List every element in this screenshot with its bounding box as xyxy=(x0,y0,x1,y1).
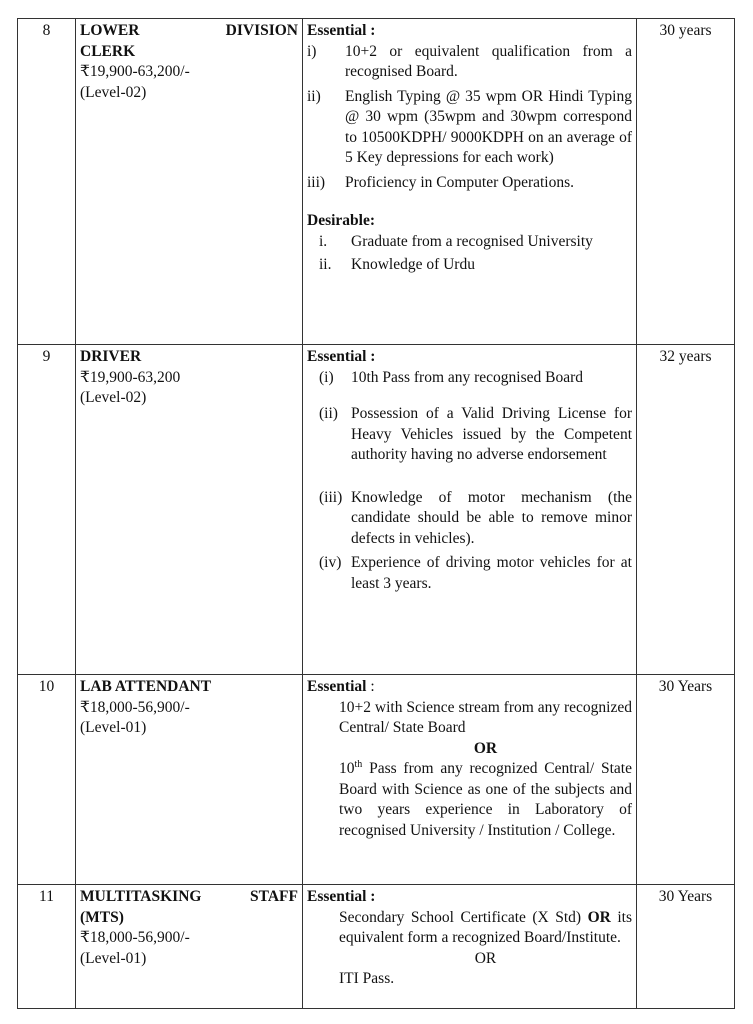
table-row xyxy=(18,885,735,1009)
qualification-text: Secondary School Certificate (X Std) OR its equivalent form a recognized Board/Institute. xyxy=(339,908,632,946)
pay-scale: ₹18,000-56,900/- xyxy=(80,698,190,716)
age-limit: 30 years xyxy=(637,19,735,345)
essential-line: Essential : xyxy=(307,678,375,695)
pay-level: (Level-01) xyxy=(80,949,147,967)
post-name-cont: (MTS) xyxy=(80,908,124,926)
list-item: ii. Knowledge of Urdu xyxy=(319,256,475,273)
pay-level: (Level-02) xyxy=(80,83,147,101)
list-item: (i) 10th Pass from any recognised Board xyxy=(319,368,584,386)
list-item: (iv) Experience of driving motor vehicles for at least 3 years. xyxy=(319,554,632,592)
list-item: ii) English Typing @ 35 wpm OR Hindi Typing @ 30 wpm (35wpm and 30wpm correspond to 10500KDPH/ 9000KDPH on an average of 5 Key depressions for each work) xyxy=(307,87,632,166)
pay-level: (Level-01) xyxy=(80,719,147,736)
post-cell xyxy=(76,19,303,345)
list-item: i) 10+2 or equivalent qualification from a recognised Board. xyxy=(307,42,632,80)
or-separator: OR xyxy=(474,949,497,967)
table-row xyxy=(18,675,735,885)
qualification-text: ITI Pass. xyxy=(339,970,395,987)
post-name-cont: CLERK xyxy=(80,42,136,60)
post-name: LAB ATTENDANT xyxy=(80,678,212,695)
pay-scale: ₹18,000-56,900/- xyxy=(80,929,190,946)
table-row xyxy=(18,345,735,675)
desirable-label: Desirable: xyxy=(307,212,376,229)
post-name: MULTITASKING STAFF xyxy=(80,888,298,905)
essential-label: Essential : xyxy=(307,348,376,365)
post-cell xyxy=(76,345,303,675)
age-limit: 30 Years xyxy=(637,885,735,1009)
age-limit: 30 Years xyxy=(637,675,735,885)
list-item: (iii) Knowledge of motor mechanism (the candidate should be able to remove minor defects in vehicles). xyxy=(319,488,632,547)
list-item: i. Graduate from a recognised University xyxy=(319,232,593,250)
post-name: DRIVER xyxy=(80,348,142,365)
pay-level: (Level-02) xyxy=(80,389,147,406)
pay-scale: ₹19,900-63,200/- xyxy=(80,63,190,80)
table-row xyxy=(18,19,735,345)
qualification-cell xyxy=(303,345,637,675)
serial-number: 11 xyxy=(18,885,76,1009)
essential-label: Essential : xyxy=(307,22,376,39)
or-separator: OR xyxy=(473,739,498,757)
essential-label: Essential : xyxy=(307,888,376,905)
age-limit: 32 years xyxy=(637,345,735,675)
qualification-cell xyxy=(303,675,637,885)
qualification-text: 10+2 with Science stream from any recognized Central/ State Board xyxy=(339,698,632,736)
serial-number: 10 xyxy=(18,675,76,885)
post-cell xyxy=(76,885,303,1009)
serial-number: 9 xyxy=(18,345,76,675)
qualification-cell xyxy=(303,19,637,345)
pay-scale: ₹19,900-63,200 xyxy=(80,368,181,386)
post-cell xyxy=(76,675,303,885)
qualification-cell xyxy=(303,885,637,1009)
essential-label: Essential xyxy=(307,678,367,695)
post-name: LOWER DIVISION xyxy=(80,22,298,39)
list-item: (ii) Possession of a Valid Driving License for Heavy Vehicles issued by the Competent authority having no adverse endorsement xyxy=(319,405,632,463)
serial-number: 8 xyxy=(18,19,76,345)
qualification-text: 10th Pass from any recognized Central/ State Board with Science as one of the subjects and two years experience in Laboratory of recognised University / Institution / College. xyxy=(339,758,632,839)
recruitment-table xyxy=(17,18,735,1009)
list-item: iii) Proficiency in Computer Operations. xyxy=(307,173,575,191)
